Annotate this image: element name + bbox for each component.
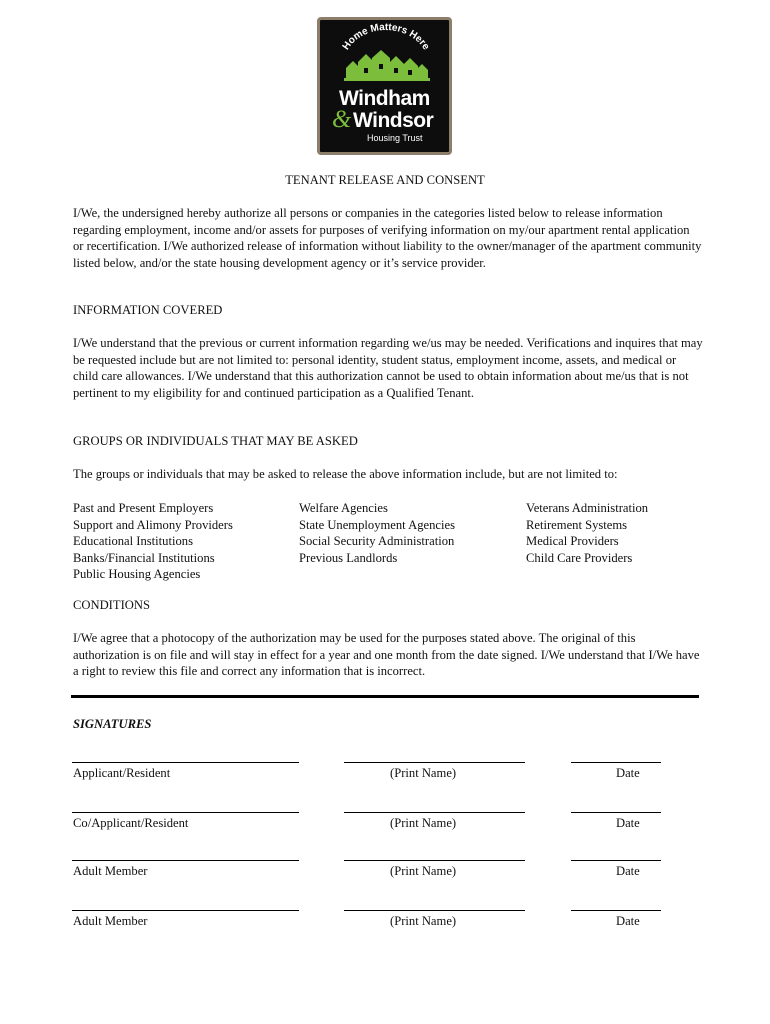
list-item: Educational Institutions <box>73 534 193 549</box>
document-title: TENANT RELEASE AND CONSENT <box>285 173 485 187</box>
list-item: Past and Present Employers <box>73 501 214 515</box>
groups-heading: GROUPS OR INDIVIDUALS THAT MAY BE ASKED <box>73 434 358 448</box>
signer-role-label: Co/Applicant/Resident <box>73 816 189 830</box>
list-item: State Unemployment Agencies <box>299 517 455 532</box>
intro-paragraph: I/We, the undersigned hereby authorize all persons or companies in the categories listed below to release information regarding employment, income and/or assets for purposes of verifying information on my/our apartment rental application or recertification. I/We authorized release of information without liability to the owner/manager of the apartment community listed below, and/or the state housing development agency or it’s service provider. <box>73 206 702 270</box>
information-covered-heading: INFORMATION COVERED <box>73 303 223 317</box>
signer-role-label: Adult Member <box>73 864 148 878</box>
logo-name-line1: Windham <box>339 87 430 110</box>
list-item: Retirement Systems <box>526 517 628 532</box>
print-name-line[interactable] <box>344 910 525 911</box>
groups-column-2 <box>299 500 455 566</box>
list-item: Banks/Financial Institutions <box>73 550 215 565</box>
logo-tagline: Home Matters Here <box>340 21 432 53</box>
signature-line[interactable] <box>72 762 299 763</box>
list-item: Welfare Agencies <box>299 501 388 515</box>
logo-ampersand: & <box>332 106 352 133</box>
logo-name-line3: Housing Trust <box>367 133 423 143</box>
list-item: Child Care Providers <box>526 550 633 565</box>
conditions-paragraph: I/We agree that a photocopy of the authorization may be used for the purposes stated above. The original of this authorization is on file and will stay in effect for a year and one month from the date signed. I/We understand that I/We have a right to review this file and correct any information that is incorrect. <box>73 631 700 679</box>
print-name-label: (Print Name) <box>390 914 457 928</box>
signer-role-label: Applicant/Resident <box>73 766 171 780</box>
logo-name-line2: Windsor <box>353 109 434 132</box>
print-name-label: (Print Name) <box>390 816 457 830</box>
date-line[interactable] <box>571 812 661 813</box>
organization-logo <box>317 17 452 155</box>
section-divider <box>71 695 699 698</box>
information-covered-paragraph: I/We understand that the previous or current information regarding we/us may be needed. Verifications and inquires that may be requested include but are not limited to: personal identity, student status, employment income, assets, and medical or child care allowances. I/We understand that this authorization cannot be used to obtain information about me/us that is not pertinent to my eligibility for and continued participation as a Qualified Tenant. <box>73 336 703 400</box>
date-label: Date <box>616 864 640 878</box>
conditions-heading: CONDITIONS <box>73 598 150 612</box>
print-name-label: (Print Name) <box>390 766 457 780</box>
print-name-line[interactable] <box>344 812 525 813</box>
list-item: Social Security Administration <box>299 534 455 549</box>
print-name-line[interactable] <box>344 762 525 763</box>
list-item: Previous Landlords <box>299 550 398 565</box>
list-item: Medical Providers <box>526 534 619 549</box>
date-line[interactable] <box>571 860 661 861</box>
signer-role-label: Adult Member <box>73 914 148 928</box>
groups-column-3 <box>526 500 648 566</box>
signatures-heading: SIGNATURES <box>73 717 152 731</box>
groups-column-1 <box>73 500 233 583</box>
signature-line[interactable] <box>72 812 299 813</box>
list-item: Support and Alimony Providers <box>73 517 233 532</box>
date-label: Date <box>616 914 640 928</box>
date-line[interactable] <box>571 910 661 911</box>
list-item: Public Housing Agencies <box>73 567 201 582</box>
list-item: Veterans Administration <box>526 501 649 515</box>
date-label: Date <box>616 816 640 830</box>
print-name-label: (Print Name) <box>390 864 457 878</box>
date-line[interactable] <box>571 762 661 763</box>
signature-line[interactable] <box>72 860 299 861</box>
groups-paragraph: The groups or individuals that may be asked to release the above information include, but are not limited to: <box>73 467 618 481</box>
signature-line[interactable] <box>72 910 299 911</box>
svg-text:Home Matters Here <box>341 22 432 52</box>
print-name-line[interactable] <box>344 860 525 861</box>
date-label: Date <box>616 766 640 780</box>
